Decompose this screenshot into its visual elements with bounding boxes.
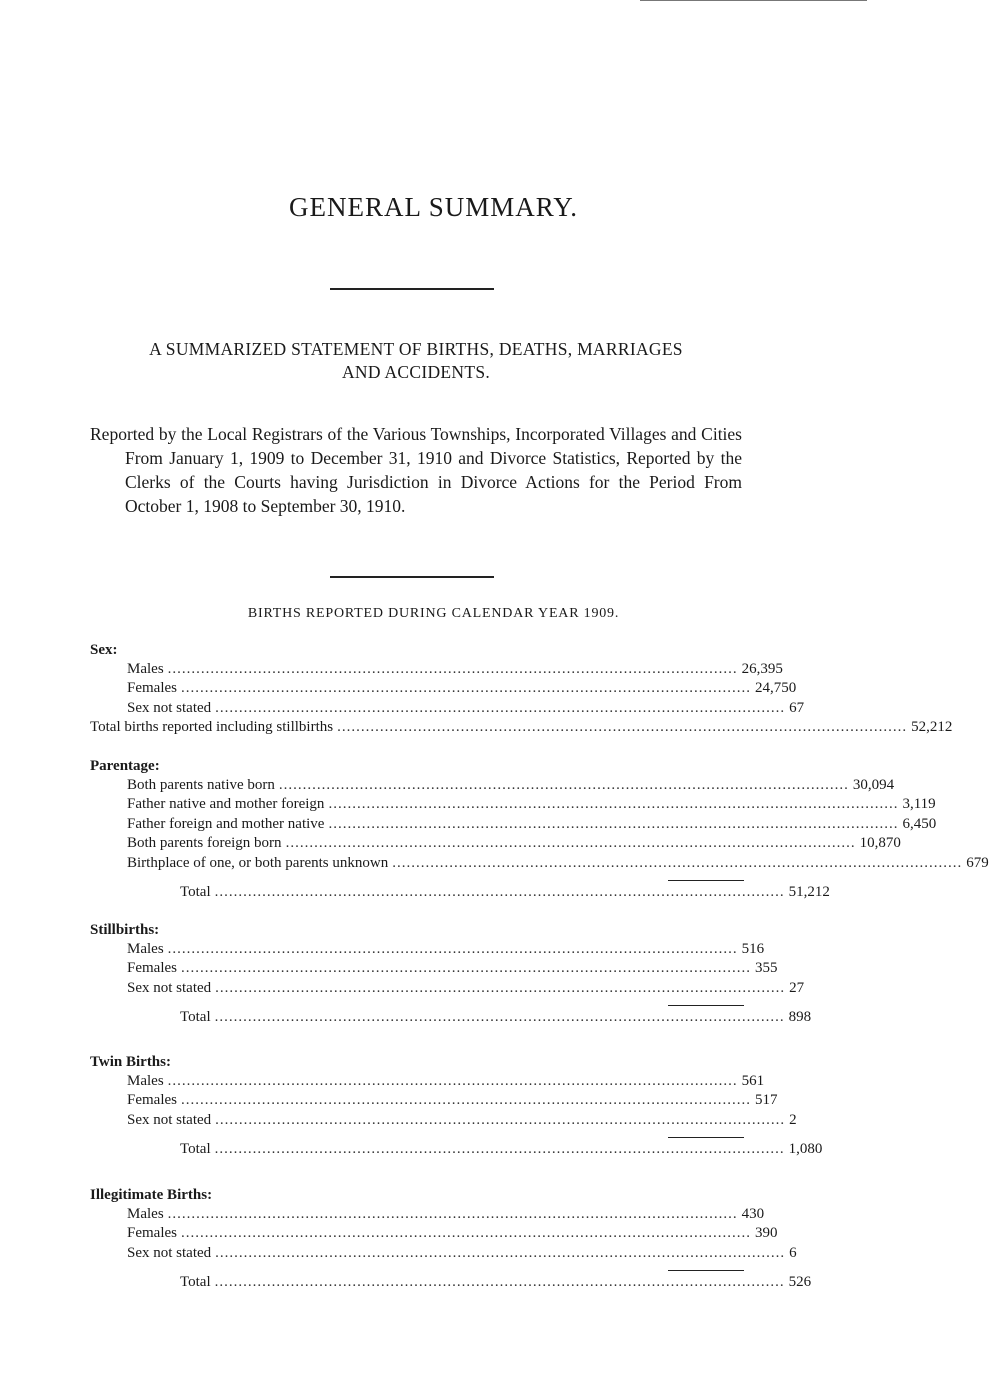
row-label: Sex not stated (127, 1244, 212, 1261)
intro-divider (330, 576, 494, 578)
leader-dots: ........................................................................................................................ (167, 1073, 738, 1089)
row-value: 6,450 (902, 815, 937, 832)
row-label: Both parents native born (127, 777, 275, 793)
leader-dots: ........................................................................................................................ (215, 699, 786, 716)
row-label: Sex not stated (127, 699, 212, 716)
subtitle (90, 338, 742, 384)
section-heading: Stillbirths: (90, 922, 160, 938)
table-row-total (90, 1008, 812, 1027)
row-value: 67 (789, 699, 805, 716)
row-value: 51,212 (788, 883, 830, 900)
row-label: Father native and mother foreign (127, 796, 325, 813)
section-parentage (90, 757, 989, 902)
section-heading: Twin Births: (90, 1054, 171, 1070)
section-heading: Parentage: (90, 758, 160, 774)
table-row (90, 1224, 778, 1243)
row-value: 355 (755, 960, 778, 977)
leader-dots: ........................................................................................................................ (214, 1274, 785, 1291)
row-value: 526 (788, 1274, 812, 1291)
intro-paragraph: Reported by the Local Registrars of the Various Townships, Incorporated Villages and Cities From January 1, 1909 to December 31, 1910 and Divorce Statistics, Reported by the Clerks of the Courts having Jurisdiction in Divorce Actions for the Period From October 1, 1908 to September 30, 1910. (90, 424, 742, 516)
leader-dots: ........................................................................................................................ (215, 979, 786, 996)
total-rule (668, 880, 744, 881)
row-value: 517 (755, 1092, 778, 1109)
row-label: Males (127, 941, 164, 957)
section-stillbirths (90, 921, 812, 1028)
row-label: Birthplace of one, or both parents unknown (127, 854, 389, 871)
table-row (90, 699, 805, 718)
total-rule (668, 1005, 744, 1006)
table-row (90, 795, 936, 814)
table-row (90, 679, 797, 698)
row-value: 10,870 (859, 835, 901, 852)
leader-dots: ........................................................................................................................ (181, 1225, 751, 1242)
row-value: 516 (741, 941, 765, 957)
row-label: Females (127, 960, 177, 977)
table-row (90, 979, 805, 998)
table-row (90, 1072, 765, 1091)
section-illegitimate-births (90, 1186, 812, 1293)
subtitle-line-1: A SUMMARIZED STATEMENT OF BIRTHS, DEATHS, MARRIAGES (149, 339, 683, 359)
table-row (90, 1244, 797, 1263)
row-label: Males (127, 661, 164, 677)
row-label: Total (180, 1009, 211, 1026)
row-label: Total (180, 1274, 211, 1291)
leader-dots: ........................................................................................................................ (214, 883, 785, 900)
leader-dots: ........................................................................................................................ (181, 1092, 751, 1109)
row-label: Males (127, 1073, 164, 1089)
row-label: Total (180, 1141, 211, 1158)
leader-dots: ........................................................................................................................ (214, 1141, 785, 1158)
row-label: Total (180, 883, 211, 900)
leader-dots: ........................................................................................................................ (392, 854, 963, 871)
table-row (90, 1091, 778, 1110)
leader-dots: ........................................................................................................................ (167, 1206, 738, 1222)
table-row-total (90, 1140, 823, 1159)
row-value: 679 (966, 854, 989, 871)
row-label: Females (127, 680, 177, 697)
row-value: 2 (789, 1111, 797, 1128)
leader-dots: ........................................................................................................................ (181, 680, 751, 697)
leader-dots: ........................................................................................................................ (285, 835, 856, 852)
row-value: 52,212 (911, 719, 953, 736)
row-label: Males (127, 1206, 164, 1222)
row-value: 30,094 (852, 777, 895, 793)
corner-rule (640, 0, 867, 1)
row-value: 1,080 (788, 1141, 823, 1158)
leader-dots: ........................................................................................................................ (167, 661, 738, 677)
table-row (90, 940, 765, 959)
row-label: Sex not stated (127, 1111, 212, 1128)
leader-dots: ........................................................................................................................ (215, 1244, 786, 1261)
section-twin-births (90, 1053, 823, 1160)
row-value: 390 (755, 1225, 778, 1242)
row-value: 898 (788, 1009, 812, 1026)
row-label: Females (127, 1092, 177, 1109)
row-value: 3,119 (902, 796, 936, 813)
page-title: GENERAL SUMMARY. (288, 192, 579, 222)
leader-dots: ........................................................................................................................ (167, 941, 738, 957)
leader-dots: ........................................................................................................................ (337, 719, 908, 736)
title-divider (330, 288, 494, 290)
table-row (90, 776, 895, 795)
table-row (90, 834, 901, 853)
leader-dots: ........................................................................................................................ (328, 815, 899, 832)
leader-dots: ........................................................................................................................ (328, 796, 899, 813)
leader-dots: ........................................................................................................................ (214, 1009, 785, 1026)
row-value: 561 (741, 1073, 765, 1089)
row-label: Sex not stated (127, 979, 212, 996)
table-row-total (90, 883, 830, 902)
table-row-total (90, 1273, 812, 1292)
row-value: 24,750 (755, 680, 797, 697)
table-row (90, 815, 937, 834)
row-label: Females (127, 1225, 177, 1242)
row-label: Father foreign and mother native (127, 815, 325, 832)
section-heading: Sex: (90, 642, 118, 658)
row-label: Both parents foreign born (127, 835, 282, 852)
table-heading: BIRTHS REPORTED DURING CALENDAR YEAR 1909. (247, 606, 620, 621)
subtitle-line-2: AND ACCIDENTS. (341, 362, 491, 382)
row-value: 430 (741, 1206, 765, 1222)
leader-dots: ........................................................................................................................ (215, 1111, 786, 1128)
leader-dots: ........................................................................................................................ (278, 777, 849, 793)
table-row (90, 660, 783, 679)
table-row (90, 959, 778, 978)
section-sex (90, 641, 953, 738)
row-label: Total births reported including stillbirths (90, 719, 334, 736)
section-heading: Illegitimate Births: (90, 1187, 213, 1203)
leader-dots: ........................................................................................................................ (181, 960, 751, 977)
row-value: 6 (789, 1244, 797, 1261)
table-row-total (90, 718, 953, 737)
total-rule (668, 1270, 744, 1271)
table-row (90, 1205, 765, 1224)
row-value: 27 (789, 979, 805, 996)
table-row (90, 854, 989, 873)
total-rule (668, 1137, 744, 1138)
table-row (90, 1111, 797, 1130)
row-value: 26,395 (741, 661, 783, 677)
